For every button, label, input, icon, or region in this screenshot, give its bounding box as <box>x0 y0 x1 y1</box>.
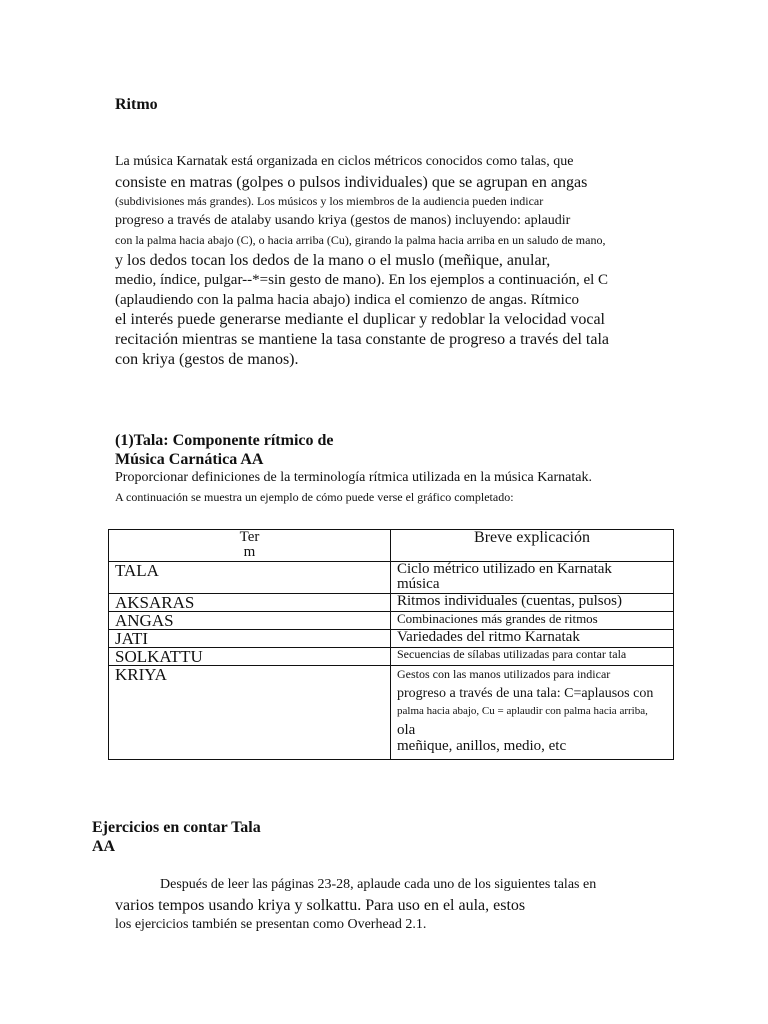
section-heading-tala: (1)Tala: Componente rítmico de <box>115 432 334 449</box>
header-term-label: Ter <box>239 529 260 545</box>
paragraph-line: varios tempos usando kriya y solkattu. Para uso en el aula, estos <box>115 897 526 914</box>
table-row <box>109 594 674 612</box>
section-heading-ritmo: Ritmo <box>115 96 158 113</box>
desc-cell <box>391 648 674 666</box>
table-row <box>109 562 674 594</box>
desc-line: Secuencias de sílabas utilizadas para contar tala <box>397 647 627 661</box>
desc-cell <box>391 666 674 760</box>
desc-cell <box>391 612 674 630</box>
table-header-row <box>109 530 674 562</box>
paragraph-line: (subdivisiones más grandes). Los músicos y los miembros de la audiencia pueden indicar <box>115 194 544 208</box>
desc-line: meñique, anillos, medio, etc <box>397 738 567 754</box>
table-row <box>109 648 674 666</box>
section-heading-ejercicios-line2: AA <box>92 838 116 855</box>
paragraph-line: con la palma hacia abajo (C), o hacia arriba (Cu), girando la palma hacia arriba en un saludo de mano, <box>115 233 606 247</box>
paragraph-line: progreso a través de atalaby usando kriya (gestos de manos) incluyendo: aplaudir <box>115 213 571 228</box>
term-cell: SOLKATTU <box>109 648 391 666</box>
paragraph-line: consiste en matras (golpes o pulsos individuales) que se agrupan en angas <box>115 174 588 191</box>
table-row <box>109 666 674 760</box>
header-desc-cell <box>391 530 674 562</box>
desc-line: ola <box>397 722 416 738</box>
paragraph-line: y los dedos tocan los dedos de la mano o el muslo (meñique, anular, <box>115 252 551 269</box>
terminology-table <box>108 529 674 760</box>
header-desc-label: Breve explicación <box>474 529 590 546</box>
table-intro-line1: Proporcionar definiciones de la terminología rítmica utilizada en la música Karnatak. <box>115 470 592 485</box>
paragraph-line: los ejercicios también se presentan como Overhead 2.1. <box>115 917 427 932</box>
header-term-label-wrap: m <box>243 544 256 560</box>
header-term-cell <box>109 530 391 562</box>
paragraph-line: el interés puede generarse mediante el duplicar y redoblar la velocidad vocal <box>115 311 605 328</box>
desc-cell <box>391 630 674 648</box>
table-row <box>109 612 674 630</box>
desc-line: Combinaciones más grandes de ritmos <box>397 611 598 626</box>
desc-line: Ciclo métrico utilizado en Karnatak <box>397 561 612 577</box>
paragraph-line: La música Karnatak está organizada en ciclos métricos conocidos como talas, que <box>115 154 574 169</box>
desc-line: palma hacia abajo, Cu = aplaudir con palma hacia arriba, <box>397 705 648 717</box>
desc-line: progreso a través de una tala: C=aplausos con <box>397 686 654 701</box>
section-heading-tala-line2: Música Carnática AA <box>115 451 264 468</box>
paragraph-line: medio, índice, pulgar--*=sin gesto de mano). En los ejemplos a continuación, el C <box>115 272 609 288</box>
desc-line: Ritmos individuales (cuentas, pulsos) <box>397 593 622 609</box>
desc-cell <box>391 562 674 594</box>
term-cell: AKSARAS <box>109 594 391 612</box>
term-cell: ANGAS <box>109 612 391 630</box>
desc-line: Variedades del ritmo Karnatak <box>397 629 580 645</box>
paragraph-line: Después de leer las páginas 23-28, aplaude cada uno de los siguientes talas en <box>160 877 597 892</box>
paragraph-line: (aplaudiendo con la palma hacia abajo) indica el comienzo de angas. Rítmico <box>115 292 579 308</box>
section-heading-ejercicios: Ejercicios en contar Tala <box>92 819 261 836</box>
table-row <box>109 630 674 648</box>
desc-line: Gestos con las manos utilizados para indicar <box>397 667 611 681</box>
term-cell: JATI <box>109 630 391 648</box>
paragraph-line: recitación mientras se mantiene la tasa constante de progreso a través del tala <box>115 331 610 348</box>
paragraph-line: con kriya (gestos de manos). <box>115 351 299 368</box>
desc-line: música <box>397 576 440 592</box>
desc-cell <box>391 594 674 612</box>
term-cell: TALA <box>109 562 391 594</box>
table-intro-line2: A continuación se muestra un ejemplo de cómo puede verse el gráfico completado: <box>115 490 514 504</box>
term-cell: KRIYA <box>109 666 391 760</box>
